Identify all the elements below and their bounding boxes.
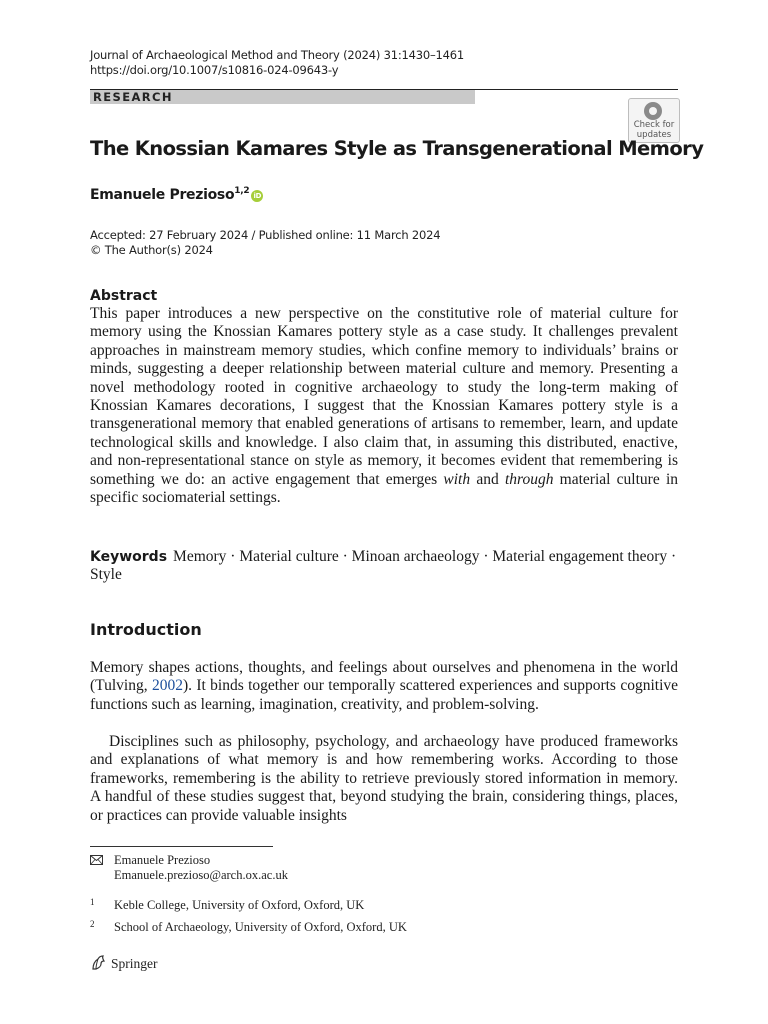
keywords-label: Keywords (90, 549, 168, 565)
citation-link-tulving[interactable]: 2002 (151, 677, 183, 695)
introduction-heading: Introduction (90, 620, 202, 639)
check-badge-line1: Check for (633, 120, 675, 130)
intro-paragraph-2: Disciplines such as philosophy, psychology, and archaeology have produced frameworks and explanations of what memory is and how remembering works. According to those frameworks, remembering is the ability to retrieve previously stored information in memory. A handful of these studies suggest that, beyond studying the brain, considering things, places, or practices can provide valuable insights (90, 733, 678, 824)
affiliation-1: Keble College, University of Oxford, Oxford, UK (114, 898, 365, 912)
updates-icon (644, 102, 662, 120)
orcid-icon[interactable]: iD (251, 190, 263, 202)
copyright-notice: © The Author(s) 2024 (90, 243, 213, 257)
contact-email[interactable]: Emanuele.prezioso@arch.ox.ac.uk (114, 868, 288, 882)
keywords-block (90, 548, 678, 585)
affiliation-2: School of Archaeology, University of Oxford, Oxford, UK (114, 920, 407, 934)
contact-name: Emanuele Prezioso (114, 853, 211, 867)
author-name[interactable]: Emanuele Prezioso (90, 187, 235, 203)
doi-link[interactable]: https://doi.org/10.1007/s10816-024-09643-y (90, 63, 339, 77)
author-affiliation-marks: 1,2 (234, 186, 250, 196)
emphasis-through: through (504, 470, 554, 488)
springer-horse-icon (90, 954, 107, 971)
envelope-icon (90, 855, 103, 865)
keywords-list: Memory · Material culture · Minoan archaeology · Material engagement theory · Style (90, 548, 677, 584)
article-title: The Knossian Kamares Style as Transgenerational Memory (90, 137, 704, 160)
affiliation-number-1: 1 (90, 897, 95, 907)
section-label: RESEARCH (93, 90, 173, 104)
author-line (90, 186, 263, 203)
check-badge-line2: updates (636, 129, 672, 140)
abstract-body: This paper introduces a new perspective on the constitutive role of material culture for memory using the Knossian Kamares pottery style as a case study. It challenges prevalent approaches in mainstream memory studies, which confine memory to individuals’ brains or minds, suggesting a deeper relationship between material culture and memory. Presenting a novel methodology rooted in cognitive archaeology to study the long-term making of Knossian Kamares decorations, I suggest that the Knossian Kamares pottery style is a transgenerational memory that enabled generations of artisans to remember, learn, and update technological skills and knowledge. I also claim that, in assuming this distributed, enactive, and non-representational stance on style as memory, it becomes evident that remembering is something we do: an active engagement that emerges with and through material culture in specific sociomaterial settings. (90, 305, 678, 507)
emphasis-with: with (443, 470, 471, 488)
intro-paragraph-1: Memory shapes actions, thoughts, and feelings about ourselves and phenomena in the world (Tulving, 2002). It binds together our temporally scattered experiences and supports cognitive functions such as learning, imagination, creativity, and problem-solving. (90, 659, 679, 713)
affiliation-number-2: 2 (90, 919, 95, 929)
abstract-heading: Abstract (90, 288, 158, 304)
publisher-name: Springer (111, 956, 158, 971)
footnote-rule (90, 846, 273, 847)
journal-citation: Journal of Archaeological Method and Theory (2024) 31:1430–1461 (90, 48, 465, 62)
publisher-mark (90, 954, 158, 972)
publication-dates: Accepted: 27 February 2024 / Published online: 11 March 2024 (90, 228, 441, 242)
